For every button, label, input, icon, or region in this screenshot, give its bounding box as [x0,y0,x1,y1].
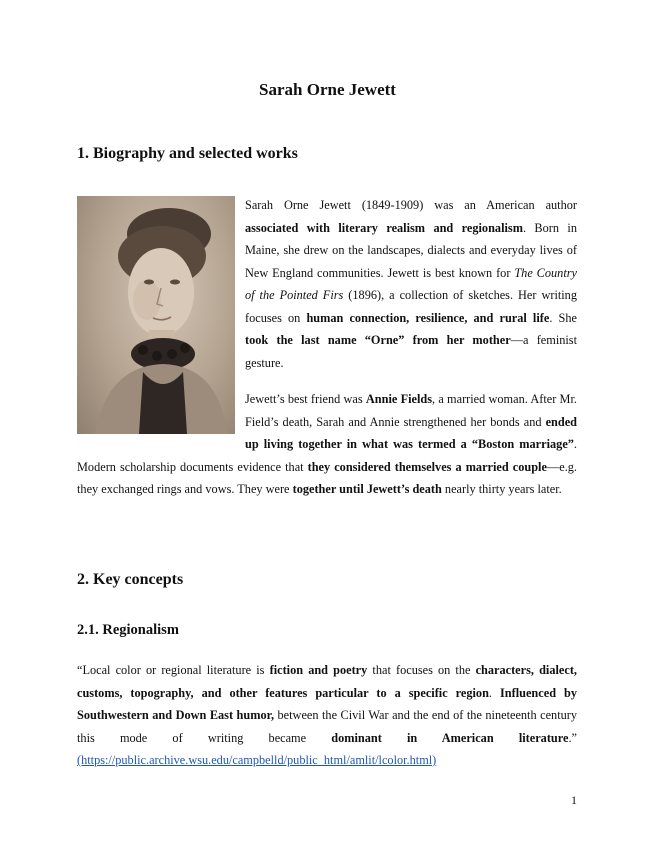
text-run: between the Civil War and the end of the nineteenth century this mode of writing became [77,708,577,745]
text-run: Influenced by Southwestern and Down East humor, [77,685,578,722]
text-run: human connection, resilience, and rural life [306,310,550,325]
regionalism-paragraph [77,659,577,772]
section-2-heading: 2. Key concepts [77,571,184,588]
text-run: Sarah Orne Jewett (1849-1909) was an American author [245,198,577,212]
text-run: . Born in Maine, she drew on the landscapes, dialects and everyday lives of New England communities. Jewett is best known for [245,220,577,280]
text-run: Annie Fields [365,392,433,406]
text-run: characters, dialect, customs, topography, and other features particular to a specific region [77,663,577,700]
text-run: —e.g. they exchanged rings and vows. They were [77,459,577,496]
text-run: associated with literary realism and regionalism [245,220,523,235]
text-run: they considered themselves a married couple [307,459,547,474]
portrait-photo [77,196,235,434]
text-run: took the last name “Orne” from her mother [245,333,511,347]
text-run: Jewett’s best friend was [245,392,366,406]
text-run: nearly thirty years later. [441,482,562,496]
section-1-heading: 1. Biography and selected works [77,145,298,162]
text-run: The Country of the Pointed Firs [245,265,577,302]
text-run: together until Jewett’s death [292,482,442,496]
source-link[interactable]: (https://public.archive.wsu.edu/campbelld/public_html/amlit/lcolor.html) [77,753,437,767]
section-1-body [77,194,577,501]
text-run: .” [568,730,577,745]
biography-paragraph [245,198,577,370]
document-title: Sarah Orne Jewett [259,80,396,99]
portrait-illustration [77,196,235,434]
text-run: ended up living together in what was termed a “Boston marriage” [245,414,577,451]
page-number: 1 [571,793,577,807]
text-run: . [488,685,500,700]
text-run: dominant in American literature [331,730,569,745]
text-run: , a married woman. After Mr. Field’s death, Sarah and Annie strengthened her bonds and [245,392,577,429]
text-run: —a feminist gesture. [245,333,578,370]
text-run: . Modern scholarship documents evidence that [77,437,577,474]
text-run: that focuses on the [367,663,476,677]
text-run: (1896), a collection of sketches. Her writing focuses on [245,288,577,325]
text-run: fiction and poetry [269,663,368,677]
text-run: “Local color or regional literature is [77,663,270,677]
subsection-2-1-heading: 2.1. Regionalism [77,622,179,638]
text-run: . She [549,310,577,325]
